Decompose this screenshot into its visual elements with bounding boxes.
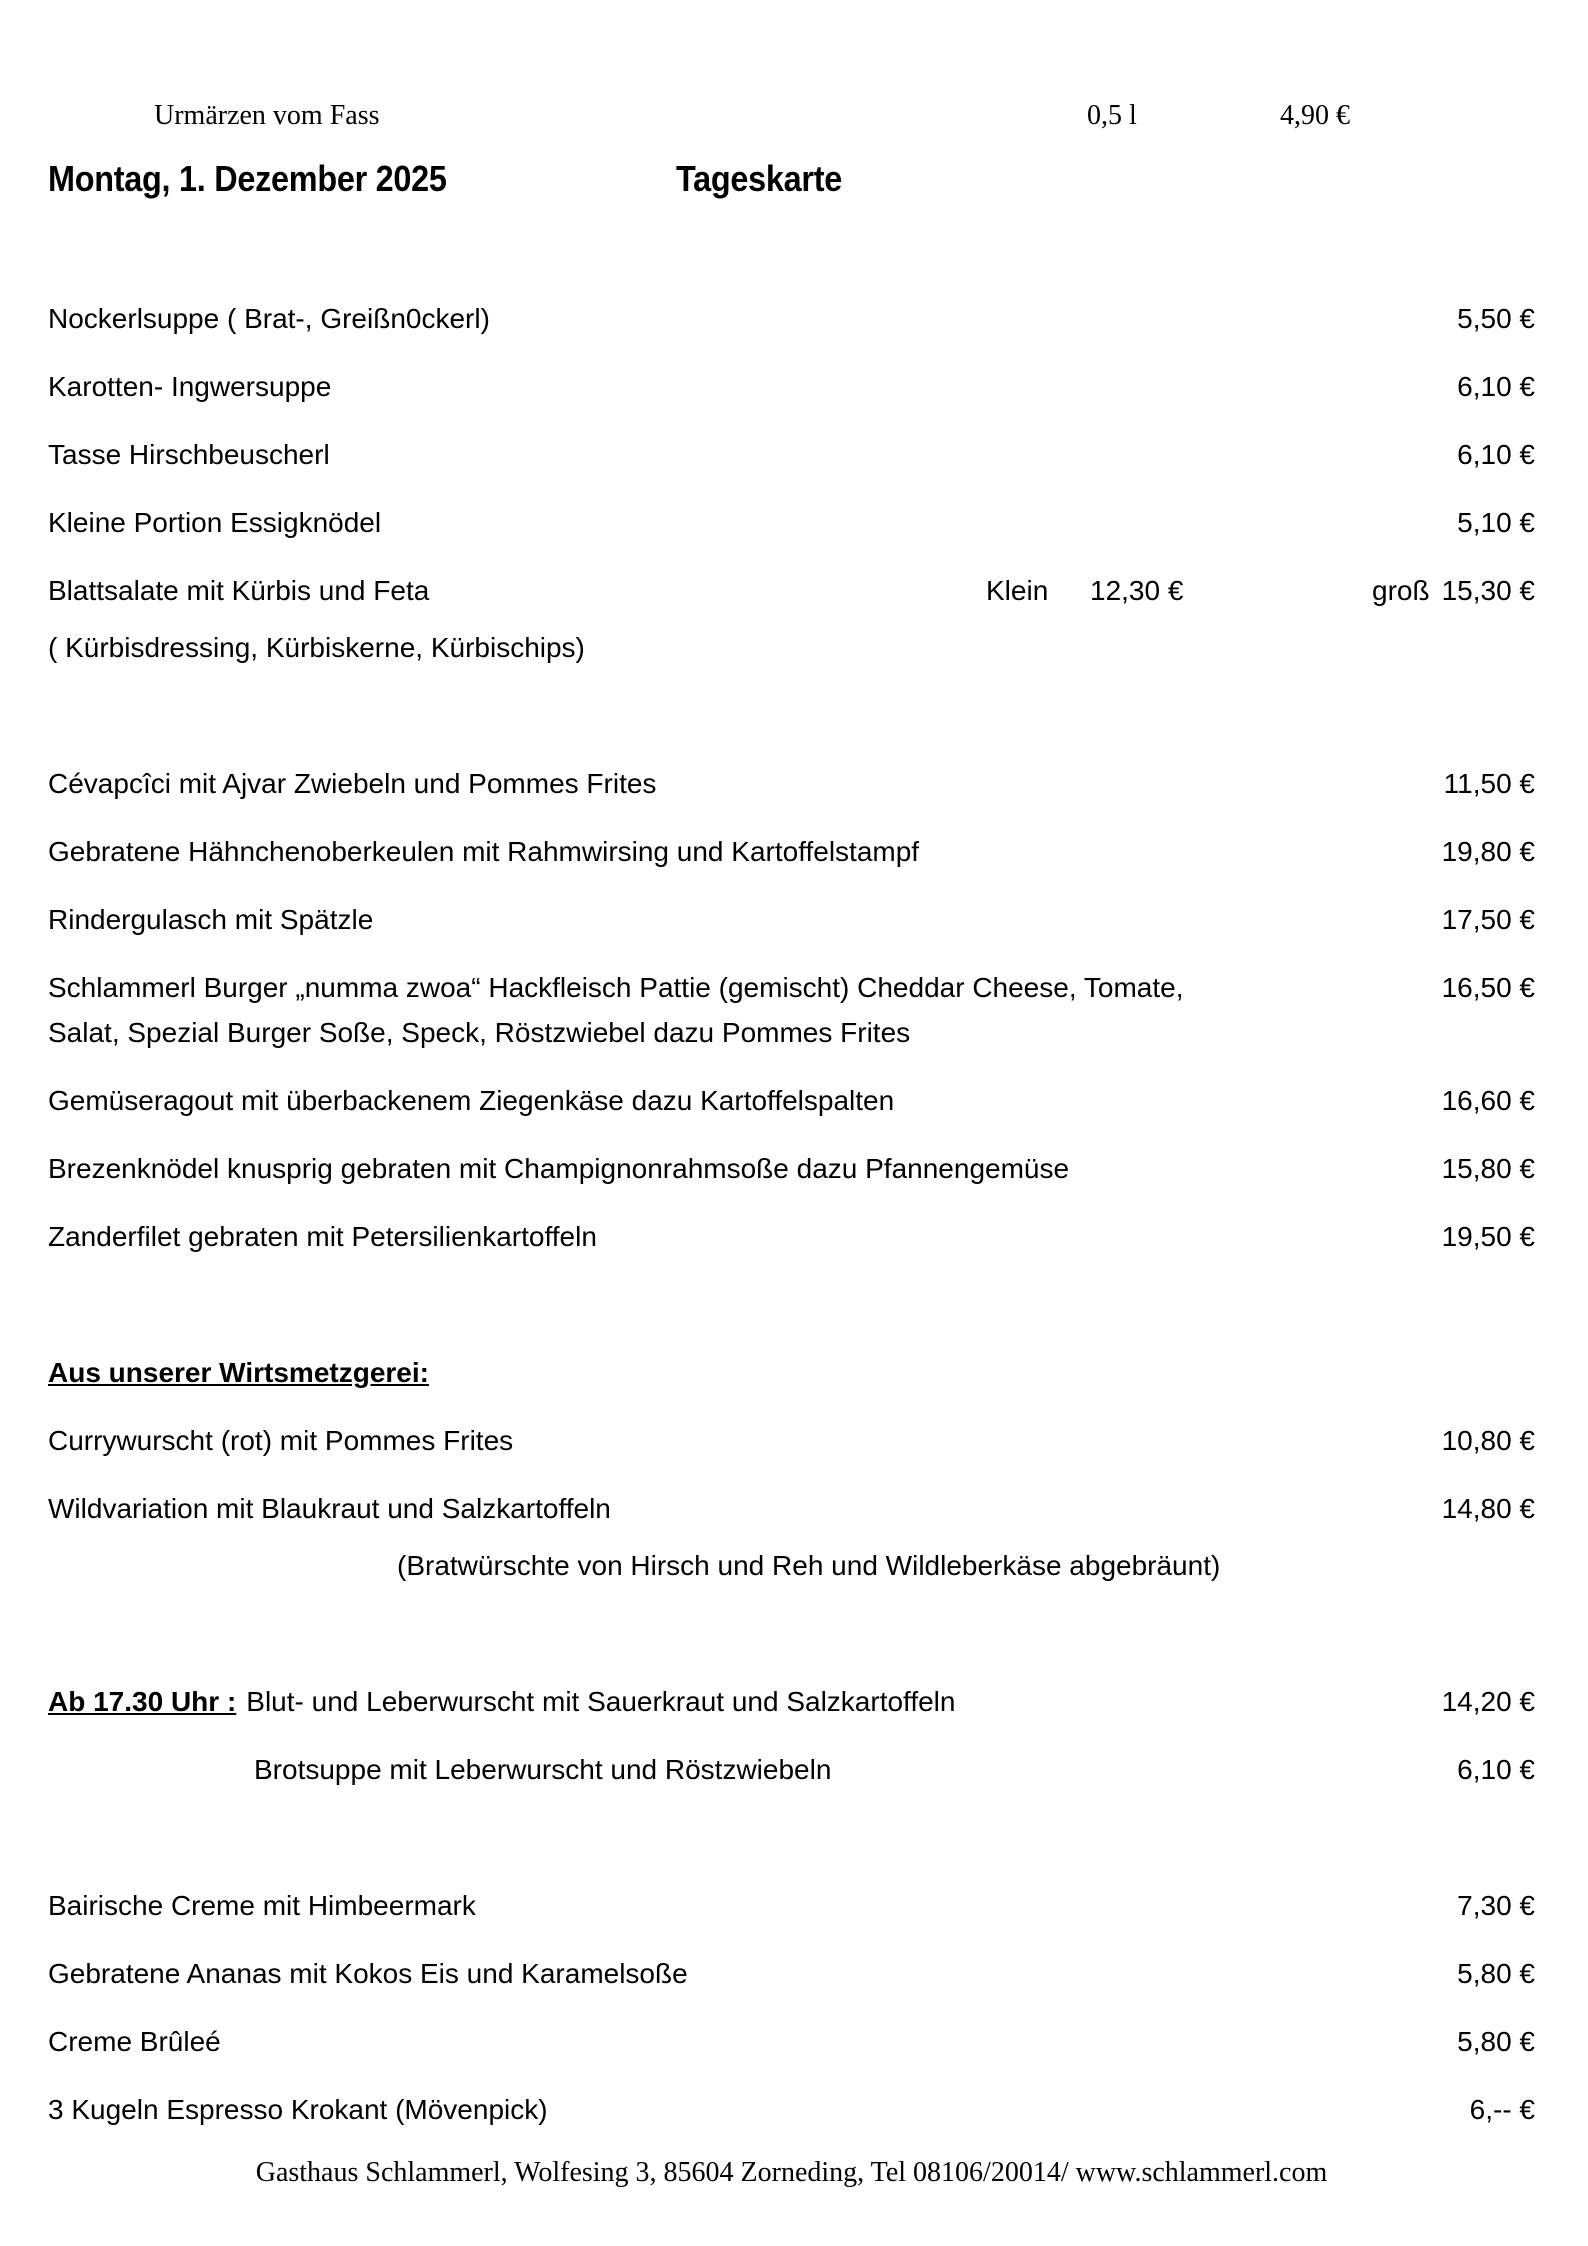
menu-item-name: Schlammerl Burger „numma zwoa“ Hackfleisch Pattie (gemischt) Cheddar Cheese, Tomate, Salat, Spezial Burger Soße, Speck, Röstzwiebel dazu Pommes Frites [48, 972, 1184, 1048]
menu-item-row [48, 965, 1535, 1055]
menu-item-row [48, 364, 1535, 409]
beer-price: 4,90 € [1280, 100, 1350, 131]
menu-header [48, 150, 1535, 208]
menu-date: Montag, 1. Dezember 2025 [48, 158, 447, 199]
page-title: Tageskarte [676, 158, 842, 199]
menu-item-price: 19,80 € [1441, 836, 1535, 867]
menu-item-name: 3 Kugeln Espresso Krokant (Mövenpick) [48, 2094, 548, 2125]
menu-item-price: 5,50 € [1457, 303, 1535, 334]
menu-item-name: Creme Brûleé [48, 2026, 221, 2057]
menu-item-price: 6,10 € [1457, 371, 1535, 402]
menu-item-price: 7,30 € [1457, 1890, 1535, 1921]
menu-item-row [48, 1078, 1535, 1123]
menu-item-name [48, 1679, 955, 1724]
menu-item-row [48, 1146, 1535, 1191]
menu-item-price: 17,50 € [1441, 904, 1535, 935]
menu-item-price: 6,10 € [1457, 1754, 1535, 1785]
menu-item-name: Rindergulasch mit Spätzle [48, 904, 374, 935]
menu-item-row [48, 432, 1535, 477]
beer-name: Urmärzen vom Fass [154, 100, 380, 131]
menu-item-name: Blut- und Leberwurscht mit Sauerkraut und Salzkartoffeln [246, 1686, 956, 1717]
menu-item-price: 19,50 € [1441, 1221, 1535, 1252]
salad-small-price: 12,30 € [1090, 575, 1184, 606]
menu-item-row [48, 761, 1535, 806]
butcher-note-row [48, 1543, 1535, 1588]
menu-item-row [48, 897, 1535, 942]
menu-item-price: 16,60 € [1441, 1085, 1535, 1116]
menu-item-price: 10,80 € [1441, 1425, 1535, 1456]
salad-large-size-label: groß [1372, 575, 1430, 606]
menu-item-row [48, 2019, 1535, 2064]
salad-large-price-group [1372, 568, 1535, 613]
menu-item-price: 5,80 € [1457, 1958, 1535, 1989]
menu-item-name: Kleine Portion Essigknödel [48, 507, 382, 538]
menu-item-row [48, 1883, 1535, 1928]
salad-large-price: 15,30 € [1441, 575, 1535, 606]
menu-item-row [48, 1486, 1535, 1531]
menu-item-name: Tasse Hirschbeuscherl [48, 439, 330, 470]
menu-item-row [48, 829, 1535, 874]
menu-item-name: Nockerlsuppe ( Brat-, Greißn0ckerl) [48, 303, 490, 334]
salad-item-row [48, 568, 1535, 613]
menu-item-name: Gebratene Ananas mit Kokos Eis und Karamelsoße [48, 1958, 688, 1989]
menu-item-row [48, 2087, 1535, 2132]
spacer [48, 1815, 1535, 1883]
menu-item-price: 16,50 € [1441, 972, 1535, 1003]
butcher-section-heading-row [48, 1350, 1535, 1395]
section-heading: Aus unserer Wirtsmetzgerei: [48, 1357, 429, 1388]
menu-item-name: Gemüseragout mit überbackenem Ziegenkäse dazu Kartoffelspalten [48, 1085, 895, 1116]
restaurant-contact-footer: Gasthaus Schlammerl, Wolfesing 3, 85604 Zorneding, Tel 08106/20014/ www.schlammerl.com [255, 2157, 1328, 2188]
menu-item-name: Brezenknödel knusprig gebraten mit Champignonrahmsoße dazu Pfannengemüse [48, 1153, 1070, 1184]
menu-item-price: 5,10 € [1457, 507, 1535, 538]
menu-item-row [48, 1951, 1535, 1996]
menu-item-price: 14,20 € [1441, 1686, 1535, 1717]
menu-item-price: 14,80 € [1441, 1493, 1535, 1524]
menu-item-name: Currywurscht (rot) mit Pommes Frites [48, 1425, 514, 1456]
spacer [48, 208, 1535, 296]
menu-item-name: Blattsalate mit Kürbis und Feta [48, 575, 430, 606]
evening-section-label: Ab 17.30 Uhr : [48, 1686, 237, 1717]
spacer [48, 1282, 1535, 1350]
menu-item-row [48, 1418, 1535, 1463]
menu-item-price: 11,50 € [1443, 768, 1535, 799]
menu-item-name: Brotsuppe mit Leberwurscht und Röstzwiebeln [254, 1754, 832, 1785]
menu-item-name: Karotten- Ingwersuppe [48, 371, 332, 402]
evening-item-row [48, 1679, 1535, 1724]
evening-item-row [48, 1747, 1535, 1792]
menu-item-name: Bairische Creme mit Himbeermark [48, 1890, 476, 1921]
salad-description: ( Kürbisdressing, Kürbiskerne, Kürbischips) [48, 632, 585, 663]
menu-item-name: Cévapcîci mit Ajvar Zwiebeln und Pommes Frites [48, 768, 657, 799]
beer-of-the-day-row [48, 96, 1535, 136]
spacer [48, 1611, 1535, 1679]
menu-item-name: Wildvariation mit Blaukraut und Salzkartoffeln [48, 1493, 611, 1524]
menu-item-price: 5,80 € [1457, 2026, 1535, 2057]
spacer [48, 693, 1535, 761]
menu-item-price: 6,-- € [1469, 2094, 1535, 2125]
menu-item-row [48, 500, 1535, 545]
salad-description-row [48, 625, 1535, 670]
beer-volume: 0,5 l [1087, 100, 1137, 131]
menu-item-price: 15,80 € [1441, 1153, 1535, 1184]
menu-item-name: Gebratene Hähnchenoberkeulen mit Rahmwirsing und Kartoffelstampf [48, 836, 920, 867]
menu-item-description: (Bratwürschte von Hirsch und Reh und Wildleberkäse abgebräunt) [397, 1550, 1221, 1581]
menu-item-price: 6,10 € [1457, 439, 1535, 470]
salad-small-size-label: Klein [986, 575, 1049, 606]
menu-item-row [48, 296, 1535, 341]
menu-item-row [48, 1214, 1535, 1259]
menu-item-name: Zanderfilet gebraten mit Petersilienkartoffeln [48, 1221, 597, 1252]
